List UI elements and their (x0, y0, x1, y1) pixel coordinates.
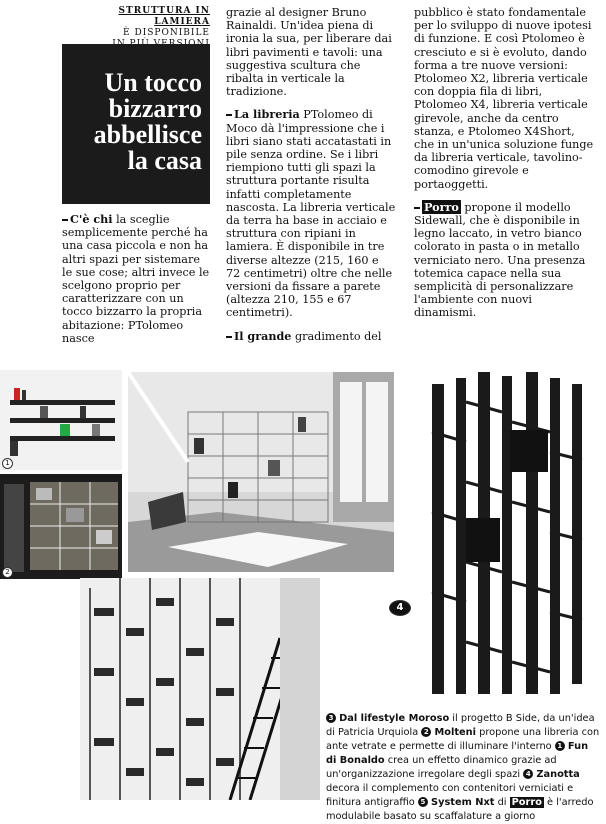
caption-text-1: il progetto B Side, da un'idea di Patricia Urquiola (326, 713, 595, 738)
article-column-2 (226, 6, 396, 353)
photo-wall-shelves-art (0, 370, 122, 470)
photo-glass-cabinet (0, 474, 122, 579)
paragraph-1-text: la sceglie semplicemente perché ha una casa piccola e non ha altri spazi per sistemare le sue cose; altri invece le scelgono proprio per caratterizzare con un tocco bizzarro la propria abitazione: PTolomeo nasce (62, 213, 210, 345)
paragraph-3 (226, 108, 396, 319)
dash-mark (226, 114, 232, 116)
photo-number-2: 2 (2, 567, 13, 578)
paragraph-4 (226, 330, 396, 343)
photo-sidewall-bookcase-art (410, 372, 596, 702)
dash-mark (226, 336, 232, 338)
caption-number-1: 1 (555, 741, 565, 751)
paragraph-2: grazie al designer Bruno Rainaldi. Un'idea piena di ironia la sua, per liberare dai libri pavimenti e tavoli: una suggestiva scultura che ribalta in verticale la tradizione. (226, 6, 392, 99)
photo-wall-shelves (0, 370, 122, 470)
paragraph-3-text: PTolomeo di Moco dà l'impressione che i libri siano stati accatastati in pile senza ordine. Se i libri riempiono tutti gli spazi la struttura portante risulta infatti completamente nascosta. La libreria verticale da terra ha base in acciaio e struttura con ripiani in lamiera. È disponibile in tre diverse altezze (215, 160 e 72 centimetri) oltre che nelle versioni da fissare a parete (altezza 210, 155 e 67 centimetri). (226, 108, 396, 320)
dash-mark (62, 219, 68, 221)
photo-wall-system-art (80, 578, 320, 800)
paragraph-1-lead: C'è chi (70, 212, 113, 226)
photo-wall-system (80, 578, 320, 800)
article-column-1 (62, 213, 212, 355)
kicker-title: STRUTTURA IN LAMIERA (118, 6, 210, 27)
photo-room-bookcase-art (128, 372, 394, 572)
photo-caption (326, 712, 600, 824)
porro-brand-tag: Porro (424, 199, 459, 214)
paragraph-6 (414, 201, 596, 320)
paragraph-4-lead: Il grande (234, 328, 292, 343)
paragraph-1 (62, 213, 212, 345)
headline-line-2: bizzarro (108, 94, 202, 123)
caption-brand-molteni: Molteni (434, 727, 476, 738)
caption-brand-zanotta: Zanotta (536, 769, 580, 780)
photo-sidewall-bookcase (410, 372, 596, 702)
headline-line-1: Un tocco (104, 68, 202, 97)
caption-number-4: 4 (523, 769, 533, 779)
caption-brand-system-nxt: System Nxt (431, 797, 495, 808)
headline (62, 44, 210, 174)
caption-brand-moroso: Dal lifestyle Moroso (339, 713, 450, 724)
paragraph-6-text: propone il modello Sidewall, che è disponibile in legno laccato, in vetro bianco colorato in pasta o in metallo verniciato nero. Una presenza totemica capace nella sua semplicità di personalizzare l'ambiente con nuovi dinamismi. (414, 200, 586, 320)
paragraph-3-lead: La libreria (234, 107, 300, 122)
caption-text-3: crea un effetto dinamico grazie ad un'organizzazione irregolare degli spazi (326, 755, 557, 780)
caption-text-5b: è l'arredo modulabile basato su scaffalature a giorno (326, 797, 594, 822)
article-column-3 (414, 6, 596, 330)
caption-text-4: decora il complemento con contenitori verniciati e finitura antigraffio (326, 783, 574, 808)
caption-text-5a: di (494, 797, 510, 808)
caption-number-2: 2 (421, 727, 431, 737)
photo-room-bookcase (128, 372, 394, 572)
photo-number-1: 1 (2, 458, 13, 469)
paragraph-4-text: gradimento del (291, 329, 382, 343)
headline-box (62, 44, 210, 204)
photo-glass-cabinet-art (0, 474, 122, 579)
caption-text-2: propone una libreria con ante vetrate e permette di illuminare l'interno (326, 727, 600, 752)
caption-brand-porro: Porro (511, 797, 542, 808)
paragraph-5: pubblico è stato fondamentale per lo sviluppo di nuove ipotesi di funzione. E così Ptolomeo è cresciuto e si è evoluto, dando forma a tre nuove versioni: Ptolomeo X2, libreria verticale con doppia fila di libri, Ptolomeo X4, libreria verticale girevole, anche da centro stanza, e Ptolomeo X4Short, che in un'unica soluzione funge da libreria verticale, tavolino-comodino girevole e portaoggetti. (414, 6, 594, 191)
headline-line-3: abbellisce (93, 120, 202, 149)
dash-mark (414, 207, 420, 209)
kicker-line-1: È DISPONIBILE (123, 28, 210, 38)
headline-line-4: la casa (127, 146, 202, 175)
caption-number-3: 3 (326, 713, 336, 723)
caption-number-5: 5 (418, 797, 428, 807)
photo-number-4: 4 (389, 600, 411, 616)
caption-brand-bonaldo: Fun di Bonaldo (326, 741, 589, 766)
